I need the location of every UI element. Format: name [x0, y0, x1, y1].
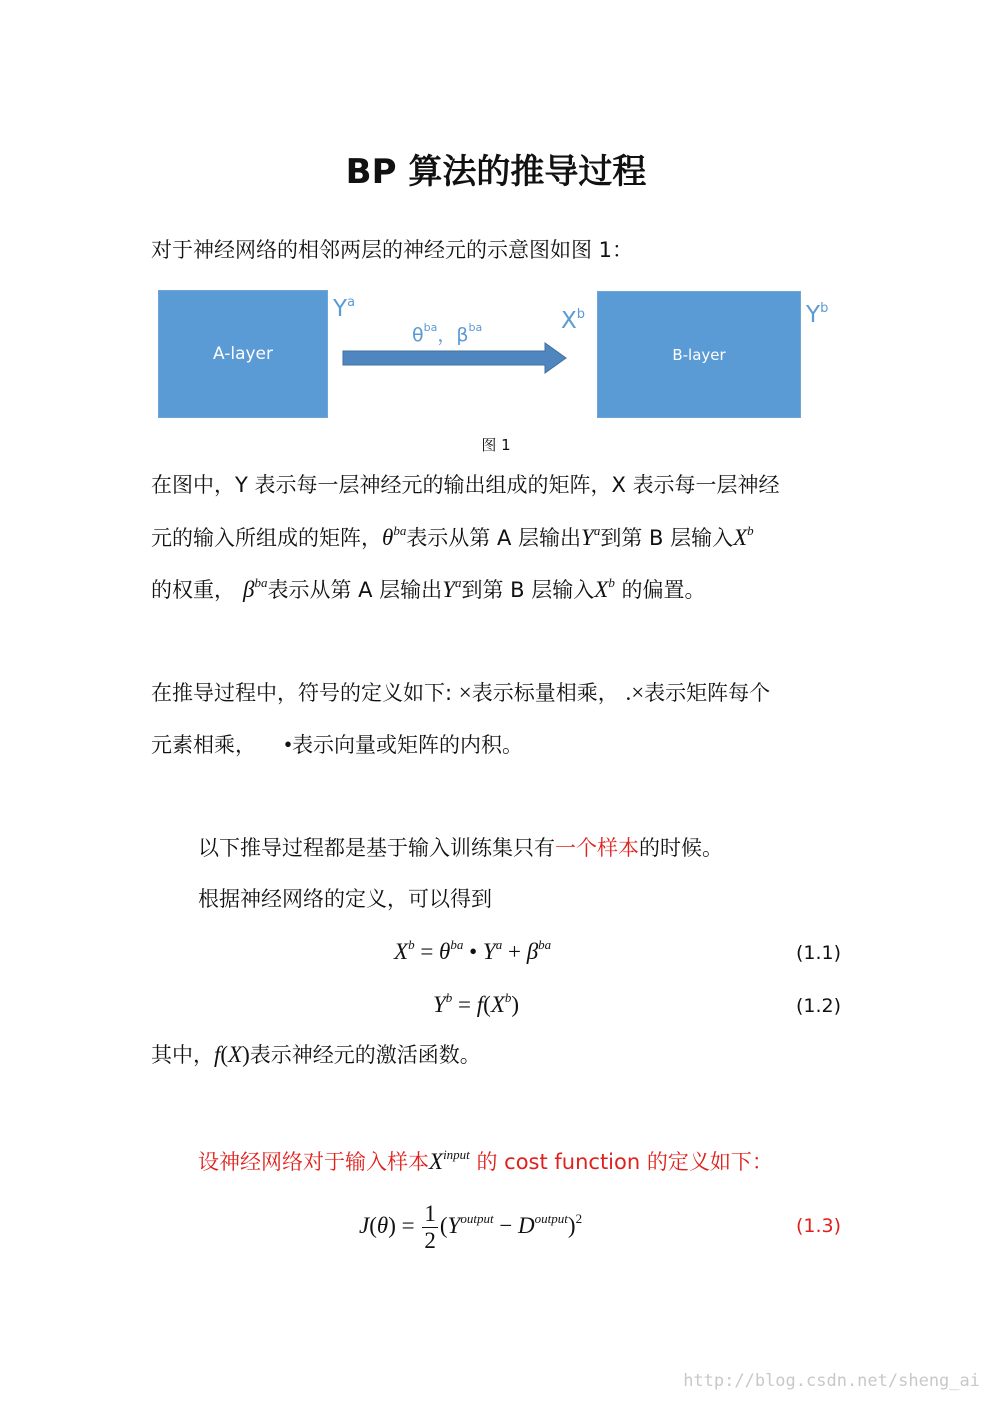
p2-line2: [151, 730, 523, 760]
eq3-square: 2: [575, 1211, 583, 1226]
p4-lparen: (: [220, 1042, 229, 1067]
a-layer-box: [158, 290, 328, 418]
eq3-theta: θ: [376, 1213, 389, 1238]
p5-line: [198, 1147, 773, 1177]
beta-sup: ba: [468, 321, 483, 334]
p1-line1: 在图中，Y 表示每一层神经元的输出组成的矩阵，X 表示每一层神经: [151, 473, 780, 497]
p4-rparen: ): [242, 1042, 250, 1067]
eq1-y-sup: a: [495, 937, 503, 952]
eq2-x-sup: b: [504, 990, 512, 1005]
eq1-x-sup: b: [408, 937, 415, 952]
p1-text-d: 的权重，: [151, 578, 235, 602]
eq3-numerator: 1: [424, 1201, 436, 1227]
eq2-rparen: ): [511, 992, 520, 1017]
p3-text-b: 的时候。: [639, 836, 723, 860]
a-layer-label: A-layer: [212, 344, 274, 364]
figure-caption: 图 1: [481, 436, 511, 454]
x-b-sup-2: b: [608, 575, 615, 590]
xb-sup: b: [576, 307, 586, 322]
theta-sup: ba: [423, 321, 438, 334]
eq3-equals: =: [395, 1213, 421, 1238]
p2-text-b: 表示标量相乘，: [471, 681, 619, 705]
p4-line: [151, 1040, 481, 1070]
eq1-equals: =: [414, 939, 440, 964]
eq1-theta-sup: ba: [450, 937, 464, 952]
p1-text-f: 到第 B 层输入: [461, 578, 595, 602]
x-glyph: X: [733, 525, 748, 550]
b-layer-box: [597, 291, 801, 418]
p5-text-b: 的 cost function 的定义如下：: [469, 1150, 773, 1174]
ya-label: [333, 296, 355, 322]
theta-symbol: θ: [412, 324, 424, 346]
equation-1-2: [433, 990, 519, 1020]
eq3-denominator: 2: [424, 1228, 436, 1254]
p1-text-e: 表示从第 A 层输出: [267, 578, 443, 602]
xb-label: [561, 308, 585, 334]
eq3-minus: −: [493, 1213, 519, 1238]
x-b-sup: b: [747, 523, 754, 538]
yb-base: Y: [806, 302, 821, 328]
p3-line2: 根据神经网络的定义，可以得到: [198, 887, 492, 911]
p5-x-sup: input: [443, 1147, 470, 1162]
eq3-y: Y: [447, 1213, 461, 1238]
eq2-y-sup: b: [445, 990, 453, 1005]
p1-text-b: 表示从第 A 层输出: [406, 526, 582, 550]
equation-number-1-3: (1.3): [795, 1215, 841, 1237]
x-b: [733, 525, 754, 550]
p4-text-b: 表示神经元的激活函数。: [249, 1043, 481, 1067]
theta-ba: [382, 525, 406, 550]
eq3-fraction: [422, 1201, 438, 1254]
eq1-bullet: •: [463, 939, 483, 964]
p5-x: X: [429, 1149, 444, 1174]
eq3-lparen2: (: [439, 1213, 448, 1238]
p3-line1: [198, 833, 723, 863]
yb-sup: b: [820, 301, 829, 316]
eq2-y: Y: [433, 992, 446, 1017]
eq1-plus: +: [502, 939, 527, 964]
p1-text-a: 元的输入所组成的矩阵，: [151, 526, 382, 550]
ya-sup: a: [347, 295, 356, 310]
p2-text-a: 在推导过程中，符号的定义如下:: [151, 681, 453, 705]
y-glyph-2: Y: [442, 577, 455, 602]
p3-text-a: 以下推导过程都是基于输入训练集只有: [198, 836, 555, 860]
dot-times-symbol: .×: [625, 680, 645, 705]
p1-text-c: 到第 B 层输入: [600, 526, 734, 550]
p1-line3: [151, 575, 706, 605]
eq3-y-sup: output: [460, 1211, 494, 1226]
p3-highlight: 一个样本: [555, 836, 639, 860]
xb-base: X: [561, 308, 577, 334]
theta-glyph: θ: [382, 525, 394, 550]
times-symbol: ×: [458, 680, 472, 705]
figure-comma: ，: [437, 324, 457, 346]
ya-base: Y: [333, 296, 348, 322]
eq1-beta-sup: ba: [538, 937, 552, 952]
eq1-y: Y: [482, 939, 496, 964]
eq2-f: f: [476, 992, 484, 1017]
page-title: BP 算法的推导过程: [345, 152, 647, 192]
eq2-lparen: (: [483, 992, 491, 1017]
p2-text-d: 元素相乘，: [151, 733, 256, 757]
yb-label: [806, 302, 828, 328]
beta-glyph: β: [243, 577, 255, 602]
watermark: http://blog.csdn.net/sheng_ai: [683, 1371, 980, 1391]
eq1-beta: β: [526, 939, 539, 964]
equation-1-3: [359, 1196, 582, 1256]
p2-line1: [151, 678, 770, 708]
eq2-equals: =: [452, 992, 477, 1017]
equation-1-1: [394, 937, 551, 967]
intro-text: 对于神经网络的相邻两层的神经元的示意图如图 1：: [151, 238, 634, 262]
eq3-rparen2: ): [567, 1213, 576, 1238]
y-a-2: [442, 577, 461, 602]
eq3-j: J: [359, 1213, 370, 1238]
beta-symbol: β: [456, 324, 469, 346]
eq2-x: X: [490, 992, 505, 1017]
eq1-x: X: [394, 939, 409, 964]
x-b-2: [594, 577, 615, 602]
eq3-d: D: [518, 1213, 535, 1238]
equation-number-1-2: (1.2): [795, 995, 841, 1017]
y-a-sup: a: [593, 523, 601, 538]
p1-text-g: 的偏置。: [614, 578, 706, 602]
eq1-theta: θ: [439, 939, 451, 964]
y-glyph: Y: [581, 525, 594, 550]
eq3-rparen: ): [388, 1213, 396, 1238]
x-glyph-2: X: [594, 577, 609, 602]
p4-x: X: [228, 1042, 243, 1067]
beta-ba: [243, 577, 267, 602]
p5-text-a: 设神经网络对于输入样本: [198, 1150, 429, 1174]
arrow-right-icon: [340, 340, 570, 376]
p1-line2: [151, 523, 754, 553]
beta-ba-sup: ba: [254, 575, 268, 590]
p4-f: f: [214, 1042, 221, 1067]
p2-text-e: 表示向量或矩阵的内积。: [292, 733, 524, 757]
eq3-lparen: (: [369, 1213, 377, 1238]
p2-text-c: 表示矩阵每个: [644, 681, 771, 705]
y-a-sup-2: a: [454, 575, 462, 590]
p4-text-a: 其中，: [151, 1043, 214, 1067]
b-layer-label: B-layer: [672, 345, 726, 364]
equation-number-1-1: (1.1): [795, 942, 841, 964]
theta-ba-sup: ba: [393, 523, 407, 538]
bullet-symbol: •: [284, 732, 293, 757]
y-a: [581, 525, 600, 550]
eq3-d-sup: output: [534, 1211, 568, 1226]
